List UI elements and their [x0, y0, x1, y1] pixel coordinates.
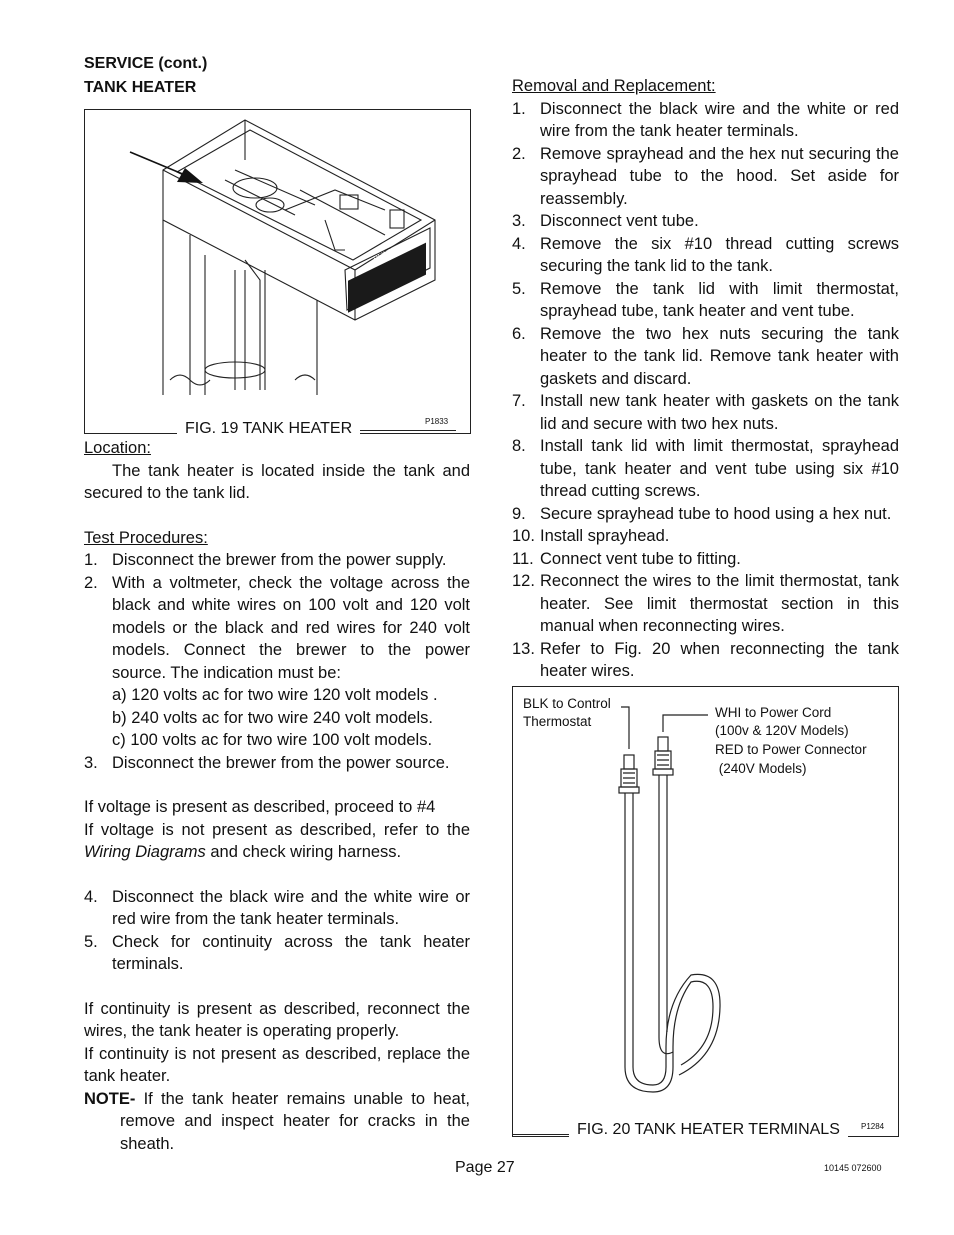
label-whi-2: (100v & 120V Models) — [715, 723, 849, 738]
list-item: 3. Disconnect vent tube. — [512, 212, 699, 230]
list-item: 5. Remove the tank lid with limit thermostat, sprayhead tube, tank heater and vent tube. — [512, 279, 899, 320]
test-steps-2 — [84, 886, 470, 976]
sub-item: b) 240 volts ac for two wire 240 volt models. — [112, 708, 433, 727]
figure-20 — [512, 686, 899, 1137]
right-column — [512, 75, 899, 683]
list-item: 2. With a voltmeter, check the voltage across the black and white wires on 100 volt and 120 volt models or the black and red wires for 240 volt models. Connect the brewer to the power source. The indication must be: — [84, 573, 470, 682]
list-item: 4. Disconnect the black wire and the white wire or red wire from the tank heater terminals. — [84, 887, 470, 928]
voltage-not-present: If voltage is not present as described, refer to the Wiring Diagrams and check wiring harness. — [84, 820, 470, 861]
fig19-caption: FIG. 19 TANK HEATER — [177, 420, 360, 438]
test-steps — [84, 549, 470, 684]
list-item: 12. Reconnect the wires to the limit thermostat, tank heater. See limit thermostat section in this manual when reconnecting wires. — [512, 572, 899, 635]
removal-steps — [512, 98, 899, 683]
fig20-code: P1284 — [861, 1122, 885, 1131]
fig19-code: P1833 — [425, 417, 449, 426]
list-item: 2. Remove sprayhead and the hex nut securing the sprayhead tube to the hood. Set aside for reassembly. — [512, 144, 899, 208]
list-item: 7. Install new tank heater with gaskets on the tank lid and secure with two hex nuts. — [512, 392, 899, 433]
list-item: 9. Secure sprayhead tube to hood using a hex nut. — [512, 504, 892, 523]
list-item: 11. Connect vent tube to fitting. — [512, 549, 741, 568]
list-item: 3. Disconnect the brewer from the power source. — [84, 753, 450, 772]
test-heading: Test Procedures: — [84, 528, 208, 547]
tank-heater-illustration — [85, 110, 470, 433]
list-item: 4. Remove the six #10 thread cutting screws securing the tank lid to the tank. — [512, 234, 899, 275]
list-item: 5. Check for continuity across the tank heater terminals. — [84, 932, 470, 973]
label-red-2: (240V Models) — [715, 761, 807, 776]
page-number: Page 27 — [455, 1159, 515, 1176]
document-code: 10145 072600 — [824, 1163, 882, 1173]
sub-item: c) 100 volts ac for two wire 100 volt models. — [112, 731, 433, 749]
label-blk-1: BLK to Control — [523, 696, 611, 711]
sub-item: a) 120 volts ac for two wire 120 volt models . — [112, 686, 438, 704]
label-red-1: RED to Power Connector — [715, 742, 867, 757]
label-whi-1: WHI to Power Cord — [715, 705, 832, 720]
section-title: TANK HEATER — [84, 79, 197, 96]
label-blk-2: Thermostat — [523, 714, 592, 729]
list-item: 1. Disconnect the black wire and the white or red wire from the tank heater terminals. — [512, 99, 899, 140]
continuity-not-present: If continuity is not present as described, replace the tank heater. — [84, 1044, 470, 1085]
list-item: 8. Install tank lid with limit thermostat, sprayhead tube, tank heater and vent tube using six #10 thread cutting screws. — [512, 437, 899, 500]
brand-label: BUNN — [371, 245, 397, 264]
voltage-present: If voltage is present as described, proceed to #4 — [84, 798, 436, 816]
service-heading: SERVICE (cont.) — [84, 55, 208, 72]
fig20-caption: FIG. 20 TANK HEATER TERMINALS — [569, 1121, 848, 1139]
list-item: 10. Install sprayhead. — [512, 527, 670, 545]
note: NOTE- If the tank heater remains unable to heat, remove and inspect heater for cracks in the sheath. — [84, 1089, 470, 1153]
list-item: 6. Remove the two hex nuts securing the tank heater to the tank lid. Remove tank heater with gaskets and discard. — [512, 324, 899, 388]
figure-19 — [84, 109, 471, 437]
list-item: 1. Disconnect the brewer from the power supply. — [84, 551, 447, 569]
continuity-present: If continuity is present as described, reconnect the wires, the tank heater is operating properly. — [84, 999, 470, 1040]
location-heading: Location: — [84, 439, 151, 457]
removal-heading: Removal and Replacement: — [512, 77, 716, 95]
list-item: 13. Refer to Fig. 20 when reconnecting the tank heater wires. — [512, 639, 899, 680]
location-text: The tank heater is located inside the tank and secured to the tank lid. — [84, 461, 470, 502]
